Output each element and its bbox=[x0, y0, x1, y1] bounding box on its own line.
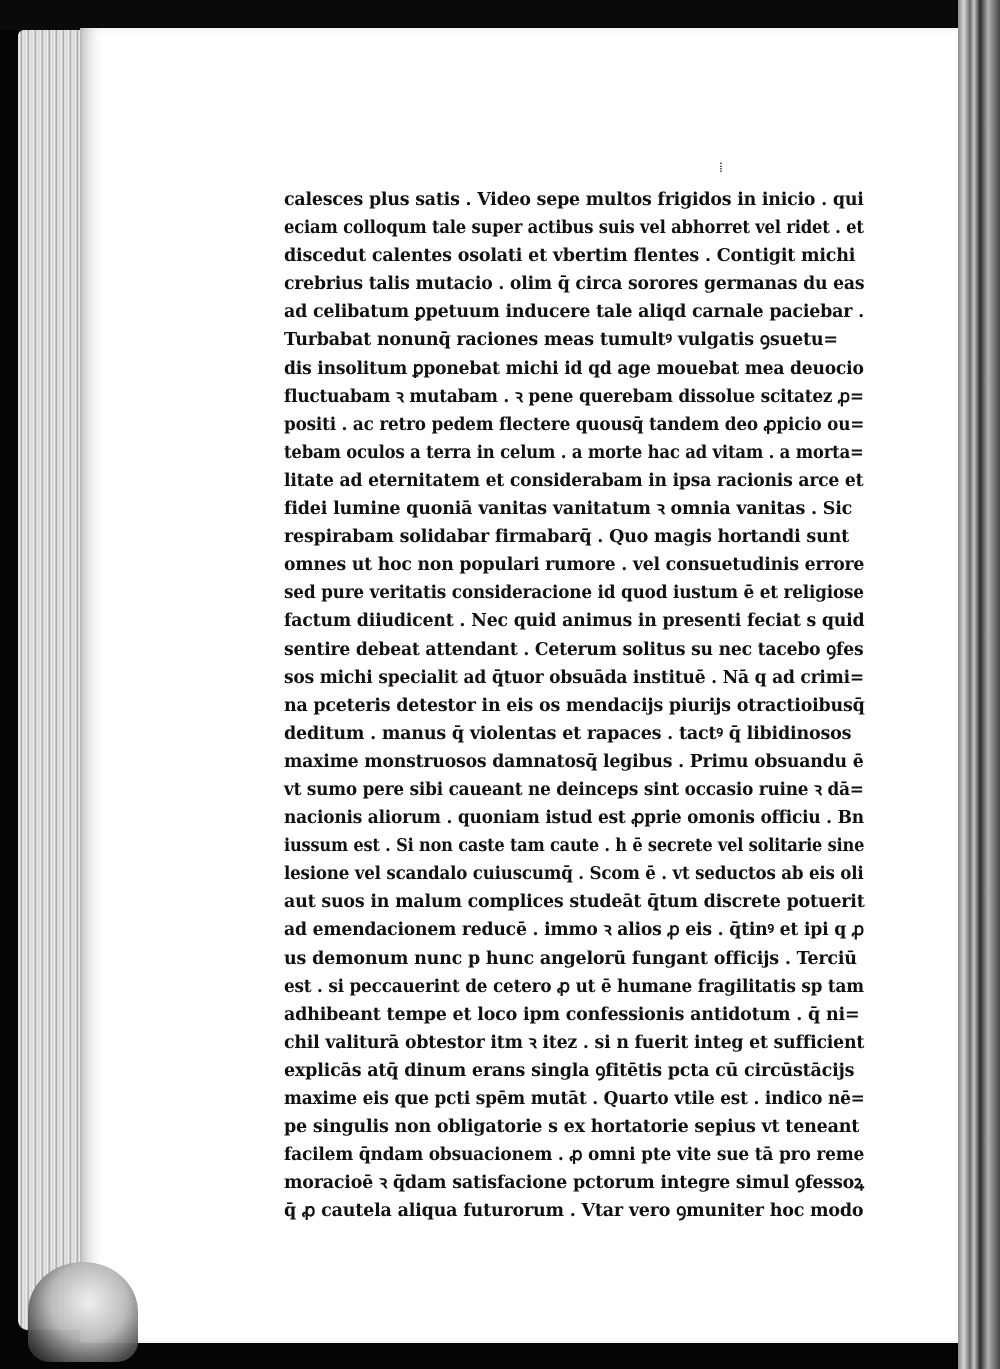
marginal-mark: ⁞ bbox=[719, 160, 723, 176]
text-line: crebrius talis mutacio . olim q̄ circa sorores germanas du eas bbox=[284, 274, 865, 295]
top-dark-band bbox=[0, 0, 958, 30]
text-line: litate ad eternitatem et considerabam in ipsa racionis arce et bbox=[284, 470, 864, 491]
text-line: sentire debeat attendant . Ceterum solitus su nec tacebo ꝯfes bbox=[284, 639, 864, 660]
text-line: ad celibatum ꝑpetuum inducere tale aliqd carnale paciebar . bbox=[284, 302, 865, 323]
text-line: moracioē ꝛ q̄dam satisfacione pctorum integre simul ꝯfessoꝝ bbox=[284, 1173, 864, 1194]
text-line: iussum est . Si non caste tam caute . h ē secrete vel solitarie sine bbox=[284, 836, 865, 857]
text-line: deditum . manus q̄ violentas et rapaces . tactꝰ q̄ libidinosos bbox=[284, 723, 852, 744]
binding-gutter bbox=[958, 0, 1000, 1369]
text-line: maxime eis que pcti spēm mutāt . Quarto vtile est . indico nē= bbox=[284, 1089, 865, 1109]
text-line: respirabam solidabar firmabarq̄ . Quo magis hortandi sunt bbox=[284, 527, 850, 548]
text-line: aut suos in malum complices studeāt q̄tum discrete potuerit bbox=[284, 892, 865, 913]
text-line: positi . ac retro pedem flectere quousq̄ tandem deo ꝓpicio ou= bbox=[284, 414, 865, 435]
text-line: sos michi specialit ad q̄tuor obsuāda instituē . Nā q ad crimi= bbox=[284, 667, 864, 688]
page-edges-stack bbox=[18, 30, 88, 1330]
text-line: est . si peccauerint de cetero ꝓ ut ē humane fragilitatis sp tam bbox=[284, 976, 864, 997]
text-line: Turbabat nonunq̄ raciones meas tumultꝰ vulgatis ꝯsuetu= bbox=[284, 330, 838, 351]
text-line: ad emendacionem reducē . immo ꝛ alios ꝓ eis . q̄tinꝰ et ipi q ꝓ bbox=[284, 920, 864, 941]
text-line: q̄ ꝓ cautela aliqua futurorum . Vtar vero ꝯmuniter hoc modo bbox=[284, 1201, 864, 1222]
text-line: lesione vel scandalo cuiuscumq̄ . Scom ē . vt seductos ab eis oli bbox=[284, 864, 864, 885]
page-clamp bbox=[28, 1262, 138, 1362]
text-line: vt sumo pere sibi caueant ne deinceps sint occasio ruine ꝛ dā= bbox=[284, 779, 864, 800]
text-line: fluctuabam ꝛ mutabam . ꝛ pene querebam dissolue scitatez ꝓ= bbox=[284, 386, 864, 407]
text-line: maxime monstruosos damnatosq̄ legibus . Primu obsuandu ē bbox=[284, 751, 864, 772]
text-line: dis insolitum ꝑponebat michi id qd age mouebat mea deuocio bbox=[284, 358, 864, 379]
text-block bbox=[284, 186, 864, 1225]
text-line: sed pure veritatis consideracione id quod iustum ē et religiose bbox=[284, 583, 864, 604]
text-line: factum diiudicent . Nec quid animus in presenti feciat s quid bbox=[284, 611, 865, 632]
text-line: adhibeant tempe et loco ipm confessionis antidotum . q̄ ni= bbox=[284, 1004, 860, 1025]
text-line: chil valiturā obtestor itm ꝛ itez . si n fuerit integ et sufficient bbox=[284, 1032, 865, 1053]
text-line: fidei lumine quoniā vanitas vanitatum ꝛ omnia vanitas . Sic bbox=[284, 499, 853, 520]
text-line: na pceteris detestor in eis os mendacijs piurijs otractioibusq̄ bbox=[284, 695, 865, 716]
text-line: facilem q̄ndam obsuacionem . ꝓ omni pte vite sue tā pro reme bbox=[284, 1145, 865, 1166]
text-line: explicās atq̄ dinum erans singla ꝯfitētis pcta cū circūstācijs bbox=[284, 1060, 855, 1081]
text-line: us demonum nunc p hunc angelorū fungant officijs . Terciū bbox=[284, 948, 857, 969]
text-line: pe singulis non obligatorie s ex hortatorie sepius vt teneant bbox=[284, 1117, 860, 1138]
text-line: discedut calentes osolati et vbertim flentes . Contigit michi bbox=[284, 246, 856, 267]
text-line: eciam colloqum tale super actibus suis vel abhorret vel ridet . et bbox=[284, 218, 864, 239]
text-line: calesces plus satis . Video sepe multos frigidos in inicio . qui bbox=[284, 190, 864, 210]
text-line: omnes ut hoc non populari rumore . vel consuetudinis errore bbox=[284, 555, 865, 576]
text-line: nacionis aliorum . quoniam istud est ꝓprie omonis officiu . Bn bbox=[284, 808, 864, 829]
text-line: tebam oculos a terra in celum . a morte hac ad vitam . a morta= bbox=[284, 442, 864, 463]
